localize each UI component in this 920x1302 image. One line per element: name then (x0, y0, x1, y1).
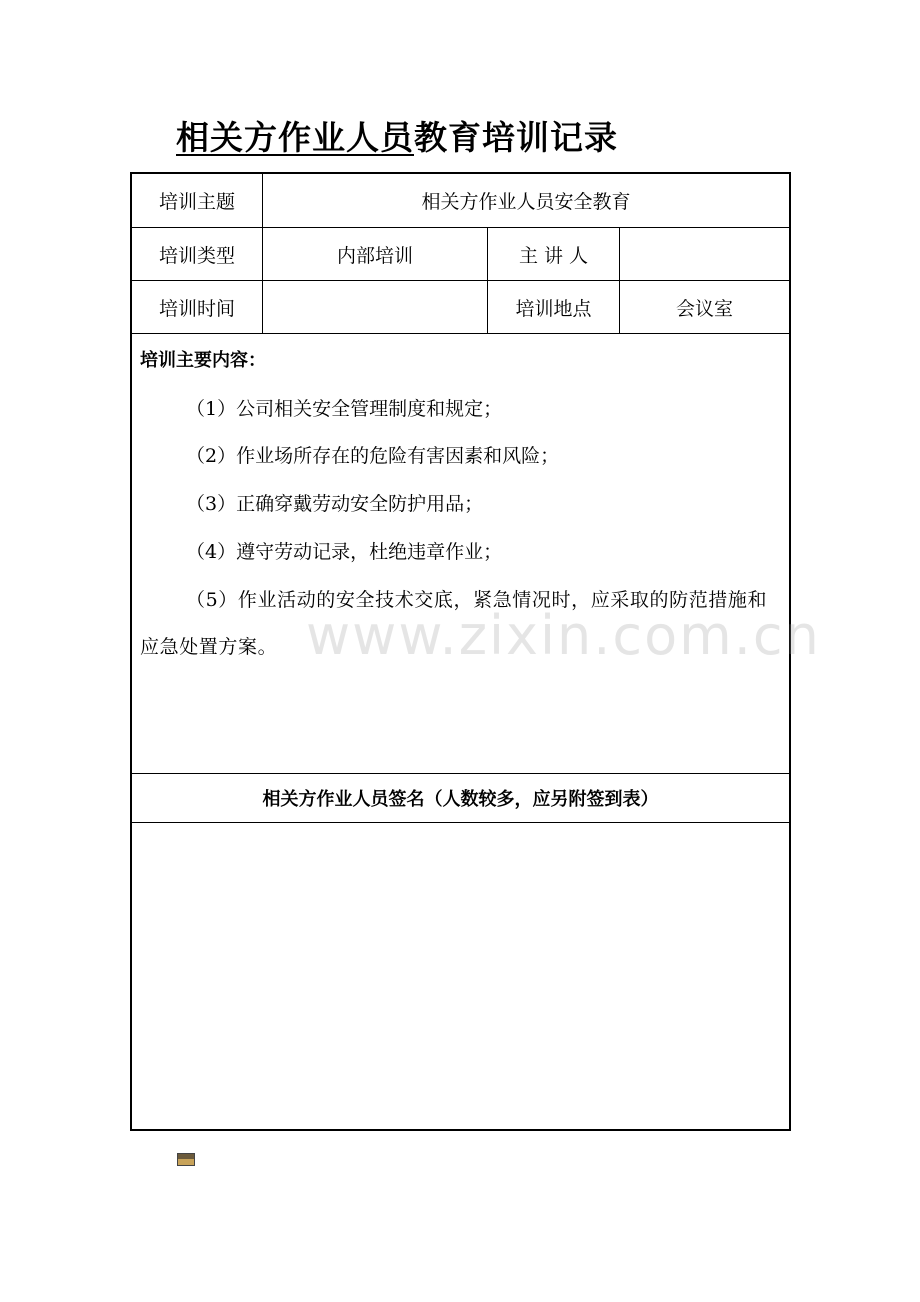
content-item (140, 433, 786, 480)
title-rest-part: 教育培训记录 (414, 118, 618, 157)
content-item: （5）作业活动的安全技术交底，紧急情况时，应采取的防范措施和应急处置方案。 (140, 589, 768, 658)
topic-label: 培训主题 (158, 191, 235, 213)
watermark: www.zixin.com.cn (306, 604, 821, 667)
content-item (140, 481, 786, 528)
type-label: 培训类型 (158, 244, 235, 267)
content-item-text: （4）遵守劳动记录，杜绝违章作业； (186, 541, 503, 563)
content-item-text: （3）正确穿戴劳动安全防护用品； (186, 493, 484, 515)
content-item (140, 529, 786, 576)
topic-value[interactable]: 相关方作业人员安全教育 (421, 191, 631, 213)
document-thumbnail-icon (177, 1153, 195, 1166)
content-item-text: （2）作业场所存在的危险有害因素和风险； (186, 445, 560, 467)
lecturer-value[interactable] (620, 228, 789, 280)
row-divider (132, 333, 789, 334)
title-underlined-part: 相关方作业人员 (176, 118, 414, 157)
signature-area[interactable] (132, 823, 789, 1129)
document-title (176, 112, 618, 159)
content-heading: 培训主要内容： (140, 350, 266, 371)
location-value[interactable]: 会议室 (675, 297, 733, 320)
content-item-text: （1）公司相关安全管理制度和规定； (186, 398, 503, 420)
signature-heading: 相关方作业人员签名（人数较多，应另附签到表） (262, 789, 659, 810)
location-label: 培训地点 (515, 297, 592, 320)
type-value[interactable]: 内部培训 (336, 244, 413, 267)
training-record-form (130, 172, 821, 1131)
time-value[interactable] (263, 281, 487, 333)
time-label: 培训时间 (158, 297, 235, 320)
content-item (140, 386, 786, 433)
lecturer-label: 主 讲 人 (518, 244, 589, 267)
